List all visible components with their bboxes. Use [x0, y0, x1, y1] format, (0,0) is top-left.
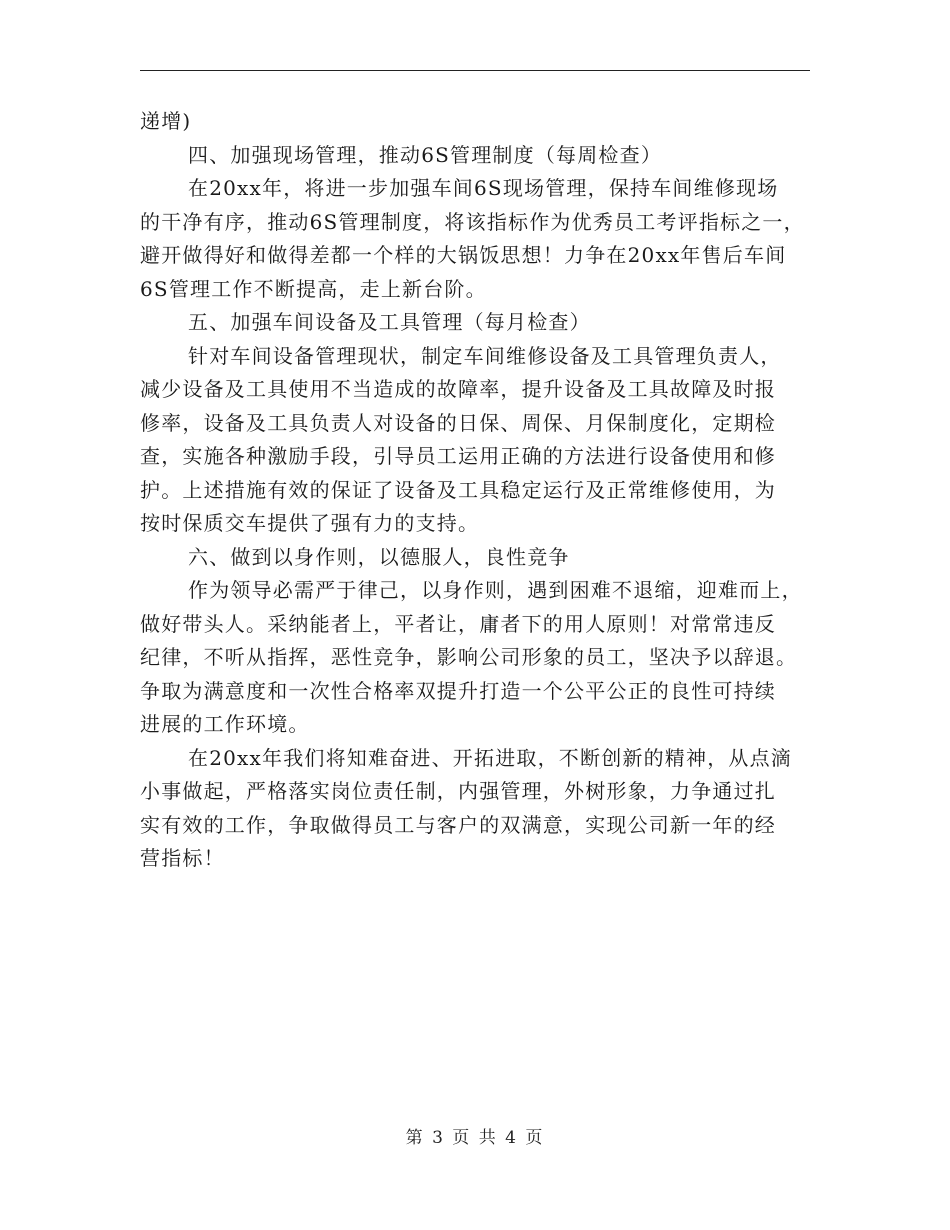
text-line: 避开做得好和做得差都一个样的大锅饭思想！力争在20xx年售后车间: [140, 243, 787, 267]
text-line: 查，实施各种激励手段，引导员工运用正确的方法进行设备使用和修: [140, 444, 776, 468]
text-line: 在20xx年我们将知难奋进、开拓进取，不断创新的精神，从点滴: [188, 745, 793, 770]
text-line: 实有效的工作，争取做得员工与客户的双满意，实现公司新一年的经: [140, 812, 776, 837]
text-line: 针对车间设备管理现状，制定车间维修设备及工具管理负责人，: [188, 343, 782, 368]
text-line: 小事做起，严格落实岗位责任制，内强管理，外树形象，力争通过扎: [140, 779, 776, 803]
header-rule: [140, 70, 810, 71]
section-heading: 五、加强车间设备及工具管理（每月检查）: [188, 310, 591, 334]
text-line: 的干净有序，推动6S管理制度，将该指标作为优秀员工考评指标之一，: [140, 209, 805, 234]
text-line: 做好带头人。采纳能者上，平者让，庸者下的用人原则！对常常违反: [140, 611, 776, 636]
text-line: 按时保质交车提供了强有力的支持。: [140, 511, 480, 535]
text-line: 在20xx年，将进一步加强车间6S现场管理，保持车间维修现场: [188, 176, 779, 200]
page-number: 第 3 页 共 4 页: [405, 1128, 545, 1148]
text-line: 护。上述措施有效的保证了设备及工具稳定运行及正常维修使用，为: [140, 477, 776, 502]
text-line: 争取为满意度和一次性合格率双提升打造一个公平公正的良性可持续: [140, 678, 776, 703]
text-line: 作为领导必需严于律己，以身作则，遇到困难不退缩，迎难而上，: [188, 578, 803, 602]
text-line: 递增): [140, 109, 192, 133]
text-line: 营指标！: [140, 846, 225, 870]
text-line: 减少设备及工具使用不当造成的故障率，提升设备及工具故障及时报: [140, 377, 776, 401]
text-line: 修率，设备及工具负责人对设备的日保、周保、月保制度化，定期检: [140, 410, 776, 435]
text-line: 纪律，不听从指挥，恶性竞争，影响公司形象的员工，坚决予以辞退。: [140, 645, 798, 669]
document-body: [140, 105, 810, 876]
section-heading: 六、做到以身作则，以德服人，良性竞争: [188, 544, 570, 569]
section-heading: 四、加强现场管理，推动6S管理制度（每周检查）: [188, 142, 663, 167]
text-line: 6S管理工作不断提高，走上新台阶。: [140, 276, 487, 301]
text-line: 进展的工作环境。: [140, 712, 310, 736]
